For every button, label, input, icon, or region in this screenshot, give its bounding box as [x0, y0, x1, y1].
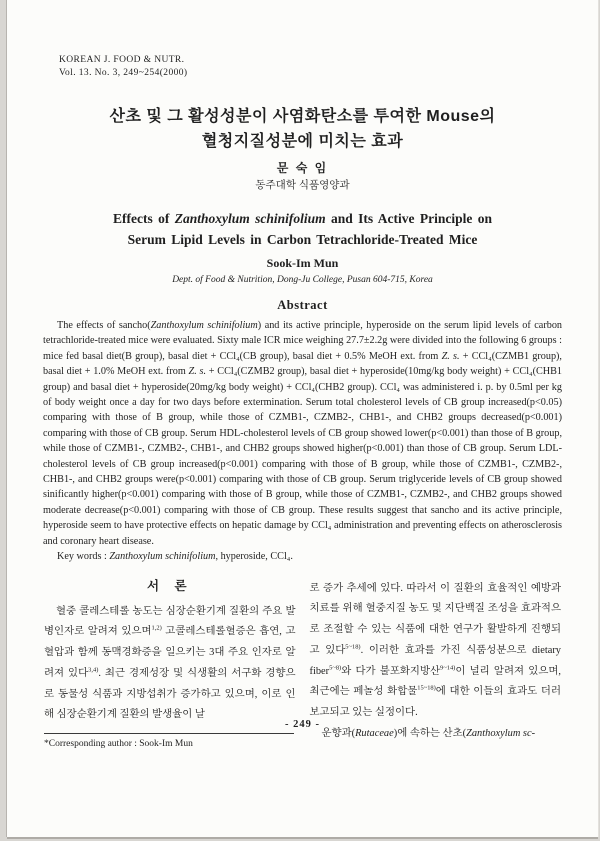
introduction-left-paragraph: 혈중 콜레스테롤 농도는 심장순환기계 질환의 주요 발병인자로 알려져 있으며$^{1,2)}$ 고콜레스테롤혈증은 흡연, 고혈압과 함께 동맥경화증을 일으키는 3대 주요 인자로 알려져 있다$^{3,4)}$. 최근 경제성장 및 식생활의 서구화 경향으로 동물성 식품과 지방섭취가 증가하고 있으며, 이로 인해 심장순환기계 질환의 발생율이 날 — [44, 605, 296, 721]
title-english — [7, 208, 598, 250]
keywords-line: Key words : Zanthoxylum schinifolium, hyperoside, CCl₄. — [57, 551, 293, 563]
corresponding-author-footnote: *Corresponding author : Sook-Im Mun — [44, 739, 193, 750]
author-english: Sook-Im Mun — [266, 256, 339, 270]
affiliation-korean: 동주대학 식품영양과 — [255, 179, 350, 191]
abstract-heading: Abstract — [277, 298, 328, 312]
title-korean-line2: 혈청지질성분에 미치는 효과 — [201, 133, 404, 150]
abstract-body: The effects of sancho(Zanthoxylum schinifolium) and its active principle, hyperoside on the serum lipid levels of carbon tetrachloride-treated mice were evaluated. Sixty male ICR mice weighing 27.7±2.2g were divided into the following 6 groups : mice fed basal diet(B group), basal diet + CCl₄(CB group), basal diet + 0.5% MeOH ext. from Z. s. + CCl₄(CZMB1 group), basal diet + 1.0% MeOH ext. from Z. s. + CCl₄(CZMB2 group), basal diet + hyperoside(10mg/kg body weight) + CCl₄(CHB1 group) and basal diet + hyperoside(20mg/kg body weight) + CCl₄(CHB2 group). CCl₄ was administered i. p. by 0.5ml per kg of body weight once a day for two days before extermination. Serum total cholesterol levels of CB group increased(p<0.05) comparing with those of B group, while those of CZMB1-, CZMB2-, CHB1-, and CHB2 groups decreased(p<0.001) comparing with those of CB group. Serum HDL-cholesterol levels of CB group showed lower(p<0.001) than those of B group, while those of CZMB1-, CZMB2-, CHB1-, and CHB2 groups showed higher(p<0.001) than those of CB group. Serum LDL-cholesterol levels of CB group increased(p<0.001) comparing with those of B group, while those of CZMB1-, CZMB2-, CHB1-, and CHB2 groups were(p<0.001) comparing with those of CB group. Serum triglyceride levels of CB group showed sinificantly higher(p<0.001) comparing with those of B group, while those of CZMB1-, CZMB2-, and CHB2 groups showed moderate decrease(p<0.001) comparing with those of CB group. These results suggest that sancho and its active principle, hyperoside seem to have protective effects on hepatic damage by CCl₄ administration and preventing effects on atherosclerosis and coronary heart disease. — [43, 320, 563, 547]
affiliation-english: Dept. of Food & Nutrition, Dong-Ju College, Pusan 604-715, Korea — [172, 275, 433, 285]
title-korean-line1: 산초 및 그 활성성분이 사염화탄소를 투여한 Mouse의 — [109, 108, 496, 125]
footnote-divider — [44, 733, 294, 734]
introduction-heading: 서 론 — [146, 578, 193, 593]
page-number: - 249 - — [285, 719, 320, 730]
paper-page — [7, 0, 598, 837]
journal-issue: Vol. 13. No. 3, 249~254(2000) — [59, 68, 188, 78]
introduction-right-paragraph-2: 운향과(Rutaceae)에 속하는 산초(Zanthoxylum sc- — [321, 728, 536, 740]
author-korean: 문 숙 임 — [276, 161, 329, 175]
journal-header — [59, 54, 598, 80]
journal-name: KOREAN J. FOOD & NUTR. — [59, 55, 185, 65]
introduction-right-paragraph-1: 로 증가 추세에 있다. 따라서 이 질환의 효율적인 예방과 치료를 위해 혈중지질 농도 및 지단백질 조성을 효과적으로 조절할 수 있는 식품에 대한 연구가 활발하게 진행되고 있다$^{5\sim 18)}$. 이러한 효과를 가진 식품성분으로 dietary fiber$^{5\sim 8)}$와 다가 불포화지방산$^{9\sim 14)}$이 널리 알려져 있으며, 최근에는 페놀성 화합물$^{15\sim 18)}$에 대한 이들의 효과도 더러 보고되고 있는 실정이다. — [309, 582, 561, 719]
title-korean — [7, 104, 598, 154]
title-english-line1: Effects of Zanthoxylum schinifolium and Its Active Principle on — [112, 211, 493, 226]
title-english-line2: Serum Lipid Levels in Carbon Tetrachloride-Treated Mice — [127, 232, 478, 247]
